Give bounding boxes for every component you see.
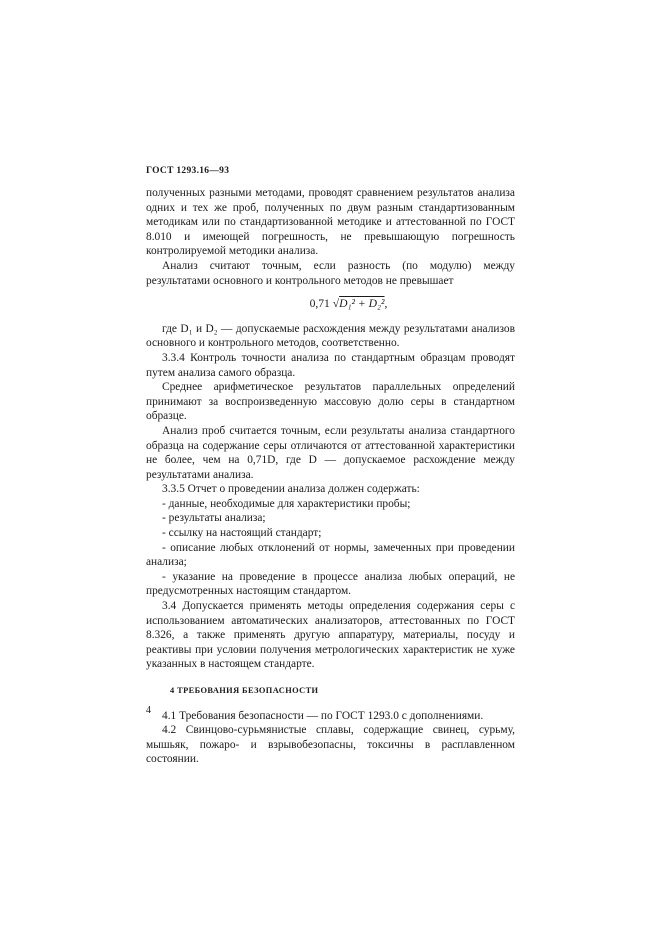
document-body [146, 186, 515, 767]
page-number: 4 [146, 705, 151, 716]
document-header: ГОСТ 1293.16—93 [146, 166, 230, 176]
paragraph-where-definition: где D₁ и D₂ — допускаемые расхождения между результатами анализов основного и контрольного методов, соответственно. [146, 322, 515, 350]
paragraph-3-3-4: 3.3.4 Контроль точности анализа по стандартным образцам проводят путем анализа самого образца. [146, 351, 515, 379]
list-item: - данные, необходимые для характеристики пробы; [162, 497, 411, 510]
paragraph-3-3-5: 3.3.5 Отчет о проведении анализа должен содержать: [162, 483, 420, 496]
section-title-safety: 4 ТРЕБОВАНИЯ БЕЗОПАСНОСТИ [170, 686, 319, 695]
paragraph-3-4: 3.4 Допускается применять методы определения содержания серы с использованием автоматических анализаторов, аттестованных по ГОСТ 8.326, а также применять другую аппаратуру, материалы, посуду и реактивы при условии получения метрологических характеристик не хуже указанных в настоящем стандарте. [146, 600, 515, 671]
formula-suffix: , [384, 297, 388, 311]
list-item: - указание на проведение в процессе анализа любых операций, не предусмотренных настоящим стандартом. [146, 570, 515, 598]
formula [146, 297, 515, 312]
paragraph-4-2: 4.2 Свинцово-сурьмянистые сплавы, содержащие свинец, сурьму, мышьяк, пожаро- и взрывобезопасны, токсичны в расплавленном состоянии. [146, 724, 515, 766]
paragraph-accuracy-condition: Анализ считают точным, если разность (по модулю) между результатами основного и контрольного методов не превышает [146, 259, 515, 287]
list-item: - ссылку на настоящий стандарт; [162, 527, 322, 540]
list-item: - результаты анализа; [162, 512, 266, 525]
formula-prefix: 0,71 √ [309, 297, 340, 311]
formula-radicand: D₁² + D₂² [339, 297, 385, 311]
paragraph-continuation: полученных разными методами, проводят сравнением результатов анализа одних и тех же проб, полученных по двум разным стандартизованным методикам или по стандартизованной методике и аттестованной по ГОСТ 8.010 и имеющей погрешность, не превышающую погрешность контролируемой методики анализа. [146, 187, 515, 258]
paragraph-4-1: 4.1 Требования безопасности — по ГОСТ 1293.0 с дополнениями. [162, 709, 484, 722]
paragraph-average: Среднее арифметическое результатов параллельных определений принимают за воспроизведенную массовую долю серы в стандартном образце. [146, 381, 515, 423]
list-item: - описание любых отклонений от нормы, замеченных при проведении анализа; [146, 541, 515, 569]
paragraph-sample-accuracy: Анализ проб считается точным, если результаты анализа стандартного образца на содержание серы отличаются от аттестованной характеристики не более, чем на 0,71D, где D — допускаемое расхождение между результатами анализа. [146, 424, 515, 481]
